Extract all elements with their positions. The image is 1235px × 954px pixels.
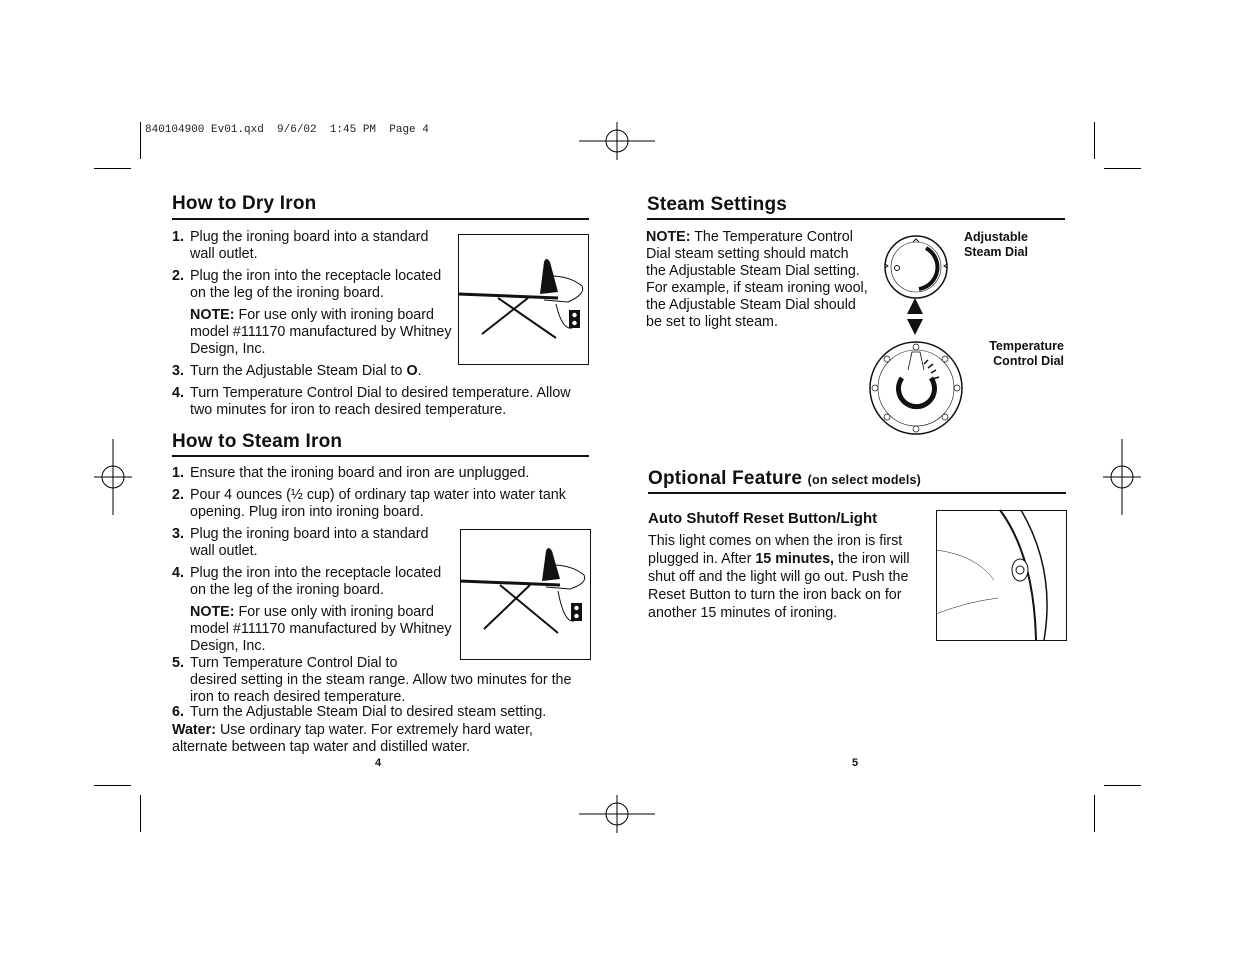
dry-step-3: 3. Turn the Adjustable Steam Dial to O. (172, 363, 422, 379)
ironing-board-illustration (458, 234, 589, 365)
auto-shutoff-description: This light comes on when the iron is first plugged in. After 15 minutes, the iron will shut off and the light will go out. Push the Reset Button to turn the iron back on for another 15 minutes of ironing. (648, 533, 910, 621)
steam-step-2: 2. Pour 4 ounces (½ cup) of ordinary tap water into water tank opening. Plug iron into ironing board. (172, 487, 566, 520)
dry-step-2: 2. Plug the iron into the receptacle located on the leg of the ironing board. (172, 268, 442, 301)
optional-feature-title: Optional Feature (on select models) (648, 468, 922, 489)
steam-step-1: 1. Ensure that the ironing board and iron are unplugged. (172, 465, 530, 481)
dry-note: NOTE: For use only with ironing board model #111170 manufactured by Whitney Design, Inc. (190, 307, 452, 357)
ironing-board-illustration (460, 529, 591, 660)
dry-step-4: 4. Turn Temperature Control Dial to desired temperature. Allow two minutes for iron to reach desired temperature. (172, 385, 571, 418)
temperature-control-dial-label: Temperature Control Dial (989, 339, 1064, 368)
steam-step-3: 3. Plug the ironing board into a standard wall outlet. (172, 526, 429, 559)
steam-settings-note: NOTE: The Temperature Control Dial steam setting should match the Adjustable Steam Dial setting. For example, if steam ironing wool, the Adjustable Steam Dial should be set to light steam. (646, 229, 868, 330)
optional-feature-rule (648, 492, 1066, 494)
dry-step-1: 1. Plug the ironing board into a standard wall outlet. (172, 229, 429, 262)
steam-step-5: 5. Turn Temperature Control Dial to desired setting in the steam range. Allow two minutes for the iron to reach desired temperature. (172, 655, 572, 705)
steam-settings-rule (647, 218, 1065, 220)
temperature-control-dial (868, 340, 964, 436)
steam-settings-title: Steam Settings (647, 194, 788, 215)
file-slug: 840104900 Ev01.qxd 9/6/02 1:45 PM Page 4 (145, 124, 429, 136)
steam-iron-rule (172, 455, 589, 457)
page-number: 5 (852, 757, 859, 769)
reset-button-illustration (936, 510, 1067, 641)
steam-note: NOTE: For use only with ironing board model #111170 manufactured by Whitney Design, Inc. (190, 604, 452, 654)
arrow-up-down-icon (906, 298, 924, 336)
steam-step-6: 6. Turn the Adjustable Steam Dial to desired steam setting. (172, 704, 547, 720)
adjustable-steam-dial (883, 234, 949, 300)
auto-shutoff-subtitle: Auto Shutoff Reset Button/Light (648, 510, 878, 527)
adjustable-steam-dial-label: Adjustable Steam Dial (964, 230, 1028, 259)
dry-iron-title: How to Dry Iron (172, 193, 317, 214)
water-note: Water: Use ordinary tap water. For extremely hard water, alternate between tap water and distilled water. (172, 722, 534, 755)
dry-iron-rule (172, 218, 589, 220)
page-number: 4 (375, 757, 382, 769)
steam-iron-title: How to Steam Iron (172, 431, 343, 452)
steam-step-4: 4. Plug the iron into the receptacle located on the leg of the ironing board. (172, 565, 442, 598)
